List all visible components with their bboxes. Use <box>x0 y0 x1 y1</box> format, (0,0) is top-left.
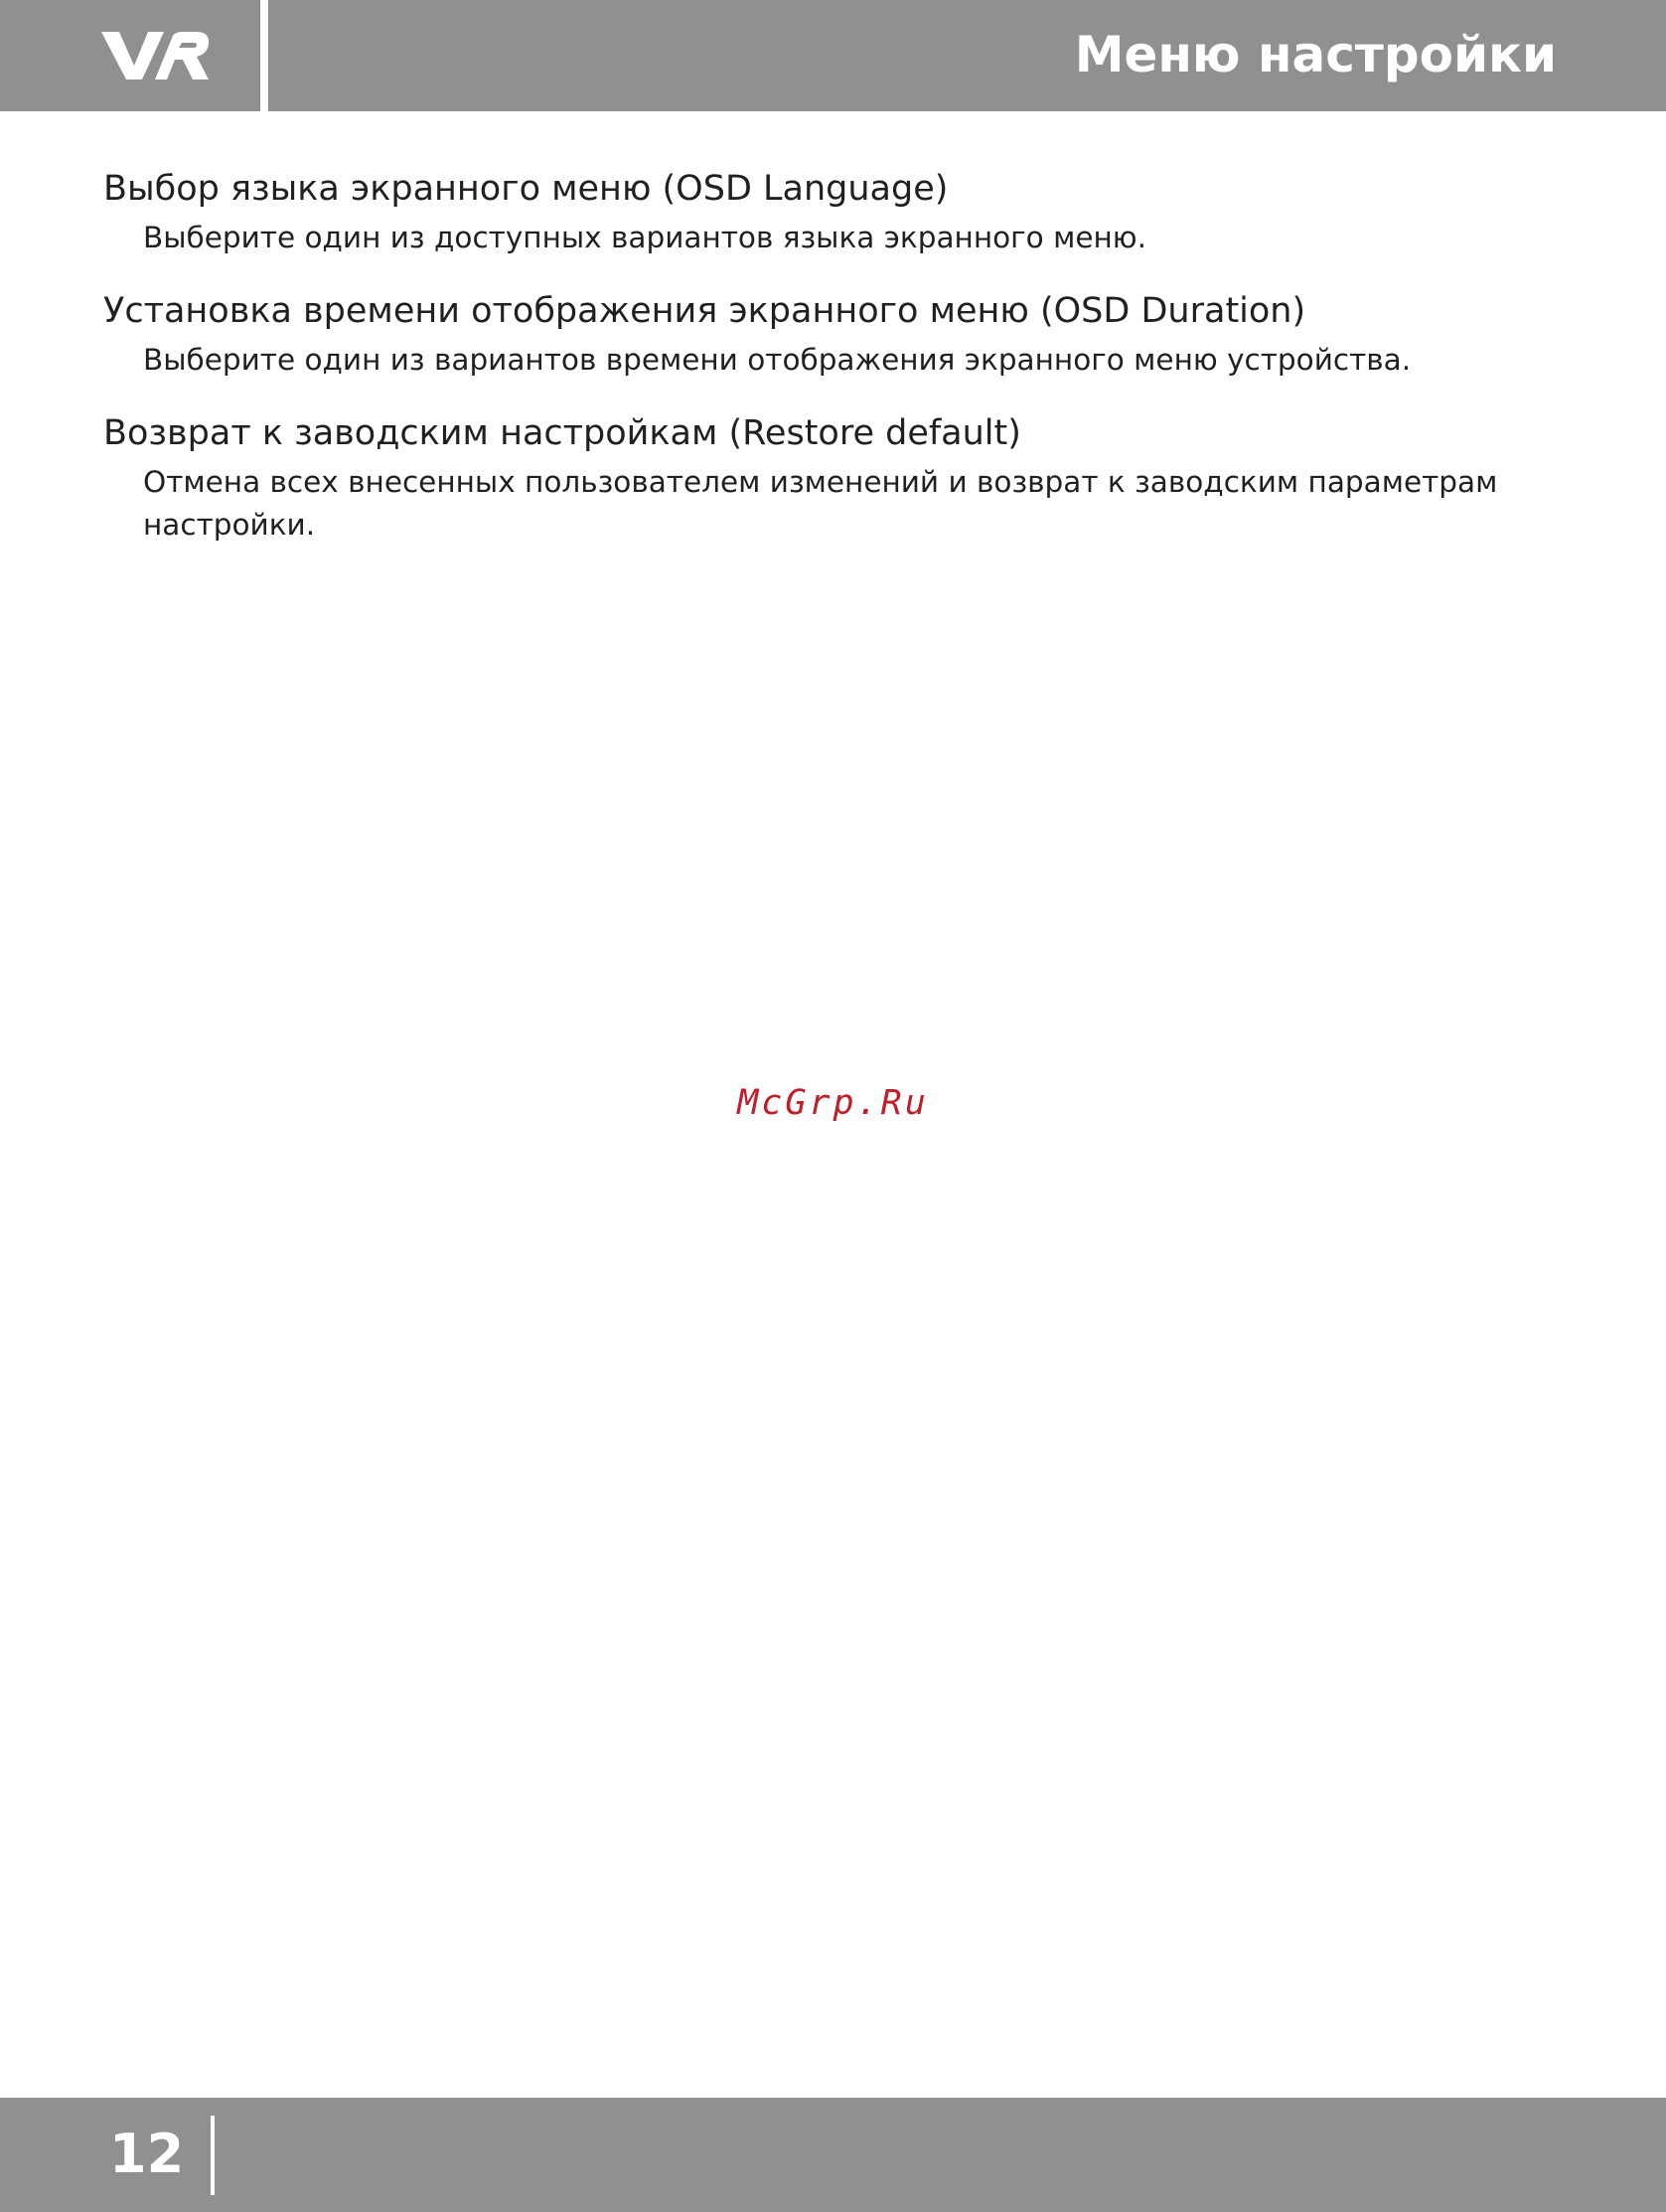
section-title: Установка времени отображения экранного меню (OSD Duration) <box>103 291 1306 331</box>
section-description: Выберите один из вариантов времени отображения экранного меню устройства. <box>143 343 1412 377</box>
watermark: McGrp.Ru <box>737 1083 929 1123</box>
page-footer <box>0 2098 1666 2212</box>
section-title: Возврат к заводским настройкам (Restore default) <box>103 413 1021 453</box>
section-osd-language <box>103 165 1554 259</box>
section-description: Выберите один из доступных вариантов языка экранного меню. <box>143 221 1146 254</box>
page-number: 12 <box>109 2123 185 2185</box>
section-description: Отмена всех внесенных пользователем изменений и возврат к заводским параметрам настройки. <box>143 465 1498 542</box>
section-title: Выбор языка экранного меню (OSD Language) <box>103 169 949 209</box>
header-divider <box>260 0 268 111</box>
section-osd-duration <box>103 287 1554 382</box>
brand-logo <box>0 0 260 111</box>
page-header <box>0 0 1666 111</box>
section-restore-default <box>103 409 1554 547</box>
page-title: Меню настройки <box>1074 26 1557 83</box>
page-content <box>103 165 1554 574</box>
vr-logo-icon <box>101 30 211 81</box>
footer-divider <box>211 2116 215 2195</box>
